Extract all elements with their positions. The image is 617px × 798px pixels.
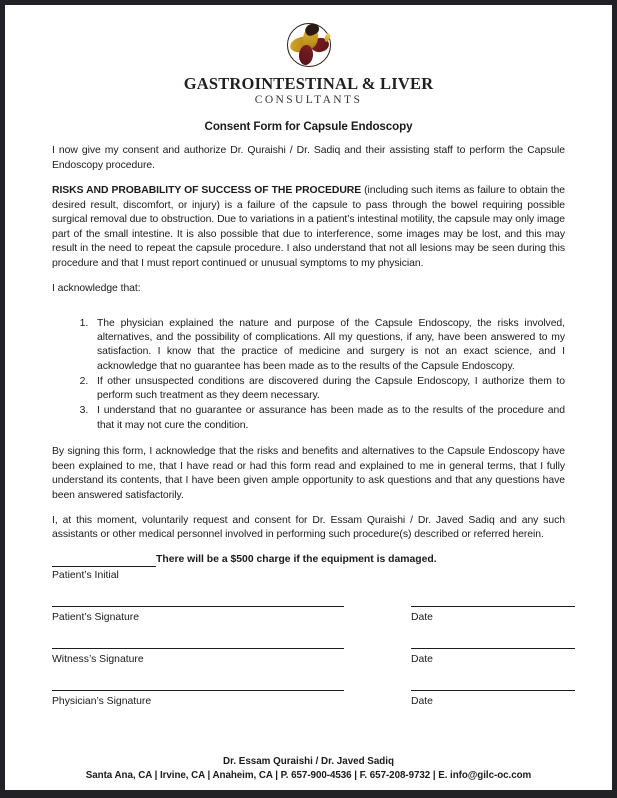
acknowledgements-list xyxy=(52,317,565,434)
patient-signature-label: Patient’s Signature xyxy=(52,611,140,623)
equipment-charge-notice: There will be a $500 charge if the equipment is damaged. xyxy=(156,554,437,566)
spacer xyxy=(52,308,565,317)
patient-initial-input[interactable] xyxy=(52,554,156,567)
signature-label-row xyxy=(52,691,565,707)
risks-paragraph xyxy=(52,184,565,271)
page-footer xyxy=(5,756,612,781)
physician-date-label: Date xyxy=(411,695,433,707)
patient-initial-row xyxy=(52,554,565,567)
signature-label-row xyxy=(52,649,565,665)
letterhead xyxy=(52,15,565,106)
footer-contact: Santa Ana, CA | Irvine, CA | Anaheim, CA | P. 657-900-4536 | F. 657-208-9732 | E. info@gilc-oc.com xyxy=(85,770,532,781)
footer-doctors: Dr. Essam Quraishi / Dr. Javed Sadiq xyxy=(223,756,394,767)
physician-signature-label: Physician’s Signature xyxy=(52,695,152,707)
gastro-liver-emblem-icon xyxy=(281,21,337,71)
spacer xyxy=(344,691,411,707)
spacer xyxy=(344,649,411,665)
risks-heading: RISKS AND PROBABILITY OF SUCCESS OF THE PROCEDURE xyxy=(52,185,362,197)
patient-date-label: Date xyxy=(411,611,433,623)
patient-signature-block xyxy=(52,606,565,623)
intro-paragraph: I now give my consent and authorize Dr. Quraishi / Dr. Sadiq and their assisting staff to perform the Capsule Endoscopy procedure. xyxy=(52,145,565,171)
signing-paragraph: By signing this form, I acknowledge that the risks and benefits and alternatives to the Capsule Endoscopy have been explained to me, that I have read or had this form read and explained to me in general terms, that I fully understand its contents, that I have been given ample opportunity to ask questions and that any questions have been answered satisfactorily. xyxy=(52,446,565,501)
risks-body: (including such items as failure to obtain the desired result, discomfort, or injury) is a failure of the capsule to pass through the bowel requiring possible surgical removal due to obstruction. Due to variations in a patient’s intestinal motility, the capsule may only image part of the small intestine. It is also possible that due to interference, some images may be lost, and this may result in the need to repeat the capsule procedure. I also understand that not all lesions may be seen during this procedure and that I must report continued or unusual symptoms to my physician. xyxy=(52,185,565,269)
physician-signature-block xyxy=(52,690,565,707)
patient-initial-label: Patient’s Initial xyxy=(52,569,119,581)
spacer xyxy=(344,607,411,623)
list-item: 3. I understand that no guarantee or assurance has been made as to the results of the procedure and that it may not cure the condition. xyxy=(91,404,565,433)
page-title: Consent Form for Capsule Endoscopy xyxy=(204,120,413,134)
signature-label-row xyxy=(52,607,565,623)
acknowledge-lead: I acknowledge that: xyxy=(52,283,141,295)
brand-subtitle: CONSULTANTS xyxy=(254,94,363,107)
witness-date-label: Date xyxy=(411,653,433,665)
witness-signature-block xyxy=(52,648,565,665)
list-item: 2. If other unsuspected conditions are discovered during the Capsule Endoscopy, I authorize them to perform such treatment as they deem necessary. xyxy=(91,375,565,404)
request-paragraph: I, at this moment, voluntarily request and consent for Dr. Essam Quraishi / Dr. Javed Sadiq and any such assistants or other medical personnel involved in performing such procedure(s) described or referred herein. xyxy=(52,514,565,541)
list-item: 1. The physician explained the nature and purpose of the Capsule Endoscopy, the risks involved, alternatives, and the possibility of complications. All my questions, if any, have been answered to my satisfaction. I know that the practice of medicine and surgery is not an exact science, and I acknowledge that no guarantee has been made as to the results of the Capsule Endoscopy. xyxy=(91,317,565,375)
brand-name: GASTROINTESTINAL & LIVER xyxy=(183,74,434,93)
witness-signature-label: Witness’s Signature xyxy=(52,653,144,665)
